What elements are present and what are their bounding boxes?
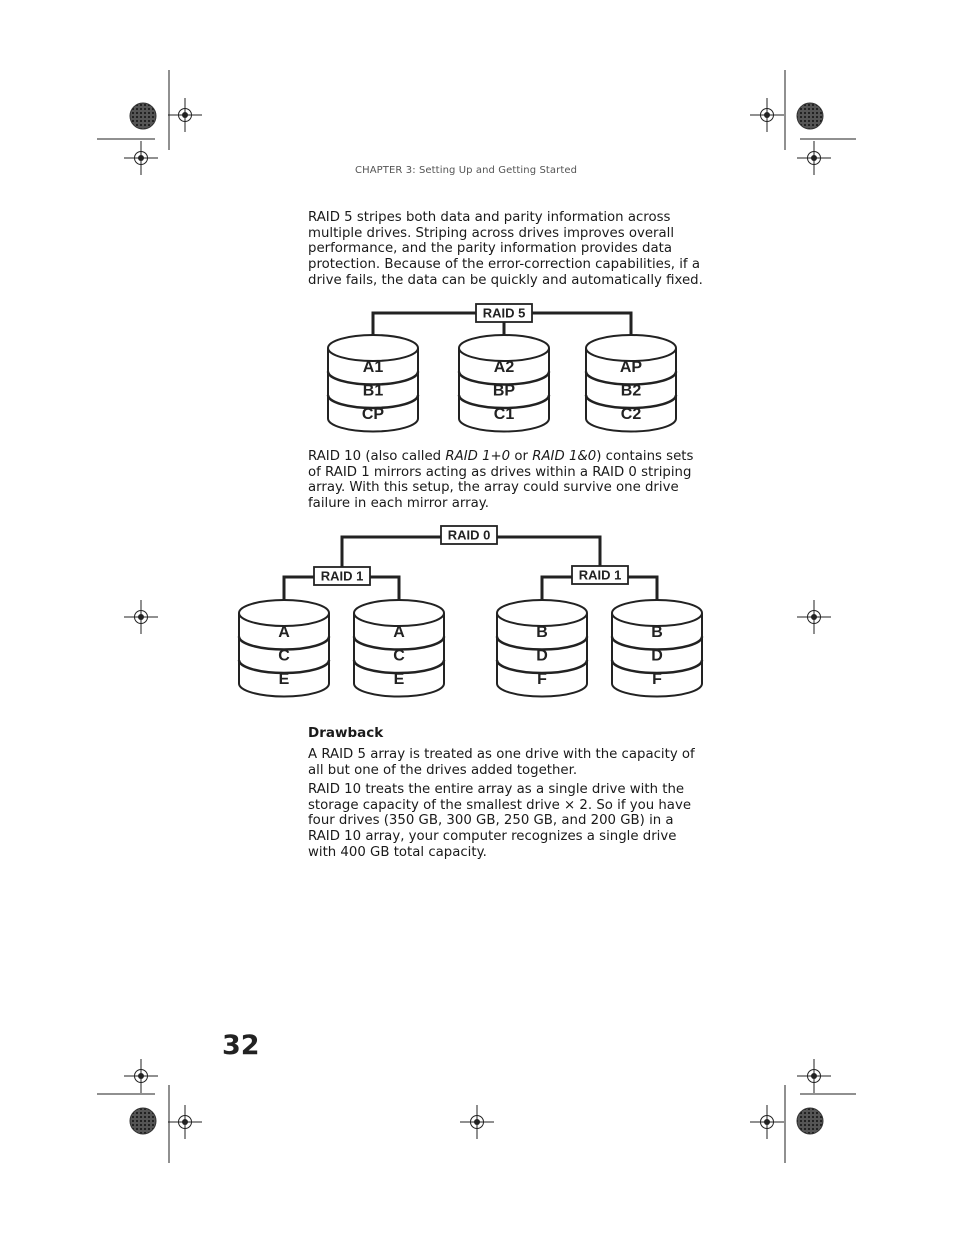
drawback-raid5-paragraph: A RAID 5 array is treated as one drive with the capacity of all but one of the drives added together. [308, 747, 695, 778]
chapter-title: : Setting Up and Getting Started [412, 165, 578, 176]
raid1-right-label [572, 566, 628, 584]
disk-block-label: CP [361, 406, 385, 423]
disk-block-label: B1 [362, 382, 384, 400]
disk-block-label: C2 [620, 406, 642, 423]
raid0-label [441, 526, 497, 544]
raid10-disk-2 [354, 600, 444, 697]
disk-block-label: A2 [493, 359, 515, 376]
raid5-paragraph: RAID 5 stripes both data and parity information across multiple drives. Striping across drives improves overall performance, and the parity information provides data protection. Because of the error-correction capabilities, if a drive fails, the data can be quickly and automatically fixed. [308, 210, 703, 288]
disk-block-label: D [651, 647, 663, 665]
disk-block-label: A [278, 624, 290, 641]
disk-block-label: BP [492, 382, 516, 400]
raid1-left-label-text: RAID 1 [320, 568, 364, 584]
disk-block-label: C1 [493, 406, 515, 423]
drawback-raid10-paragraph: RAID 10 treats the entire array as a single drive with the storage capacity of the smallest drive × 2. So if you have four drives (350 GB, 300 GB, 250 GB, and 200 GB) in a RAID 10 array, your computer recognizes a single drive with 400 GB total capacity. [308, 782, 692, 860]
raid0-label-text: RAID 0 [447, 527, 491, 543]
chapter-number: CHAPTER 3 [355, 165, 413, 176]
raid5-label-text: RAID 5 [482, 305, 526, 321]
raid10-disk-1 [239, 600, 329, 697]
disk-block-label: B [536, 624, 548, 641]
disk-block-label: B [651, 624, 663, 641]
page-number: 32 [222, 1030, 260, 1061]
disk-block-label: B2 [620, 382, 642, 400]
disk-block-label: C [393, 647, 405, 665]
raid1-right-label-text: RAID 1 [578, 567, 622, 583]
disk-block-label: F [537, 671, 547, 688]
raid5-label [476, 304, 532, 322]
disk-block-label: A1 [362, 359, 384, 376]
raid1-left-label [314, 567, 370, 585]
raid10-paragraph: RAID 10 (also called RAID 1+0 or RAID 1&0) contains sets of RAID 1 mirrors acting as drives within a RAID 0 striping array. With this setup, the array could survive one drive failure in each mirror array. [308, 449, 694, 512]
raid-1-and-0-term: RAID 1&0 [532, 449, 597, 464]
disk-block-label: D [536, 647, 548, 665]
drawback-heading: Drawback [308, 725, 384, 741]
disk-block-label: C [278, 647, 290, 665]
disk-block-label: F [652, 671, 662, 688]
raid-1-plus-0-term: RAID 1+0 [445, 449, 511, 464]
disk-block-label: E [278, 671, 290, 688]
raid5-disk-2 [459, 335, 549, 432]
raid10-disk-3 [497, 600, 587, 697]
raid5-disk-3 [586, 335, 676, 432]
disk-block-label: AP [619, 359, 643, 376]
disk-block-label: A [393, 624, 405, 641]
raid5-disk-1 [328, 335, 418, 432]
disk-block-label: E [393, 671, 405, 688]
raid10-disk-4 [612, 600, 702, 697]
